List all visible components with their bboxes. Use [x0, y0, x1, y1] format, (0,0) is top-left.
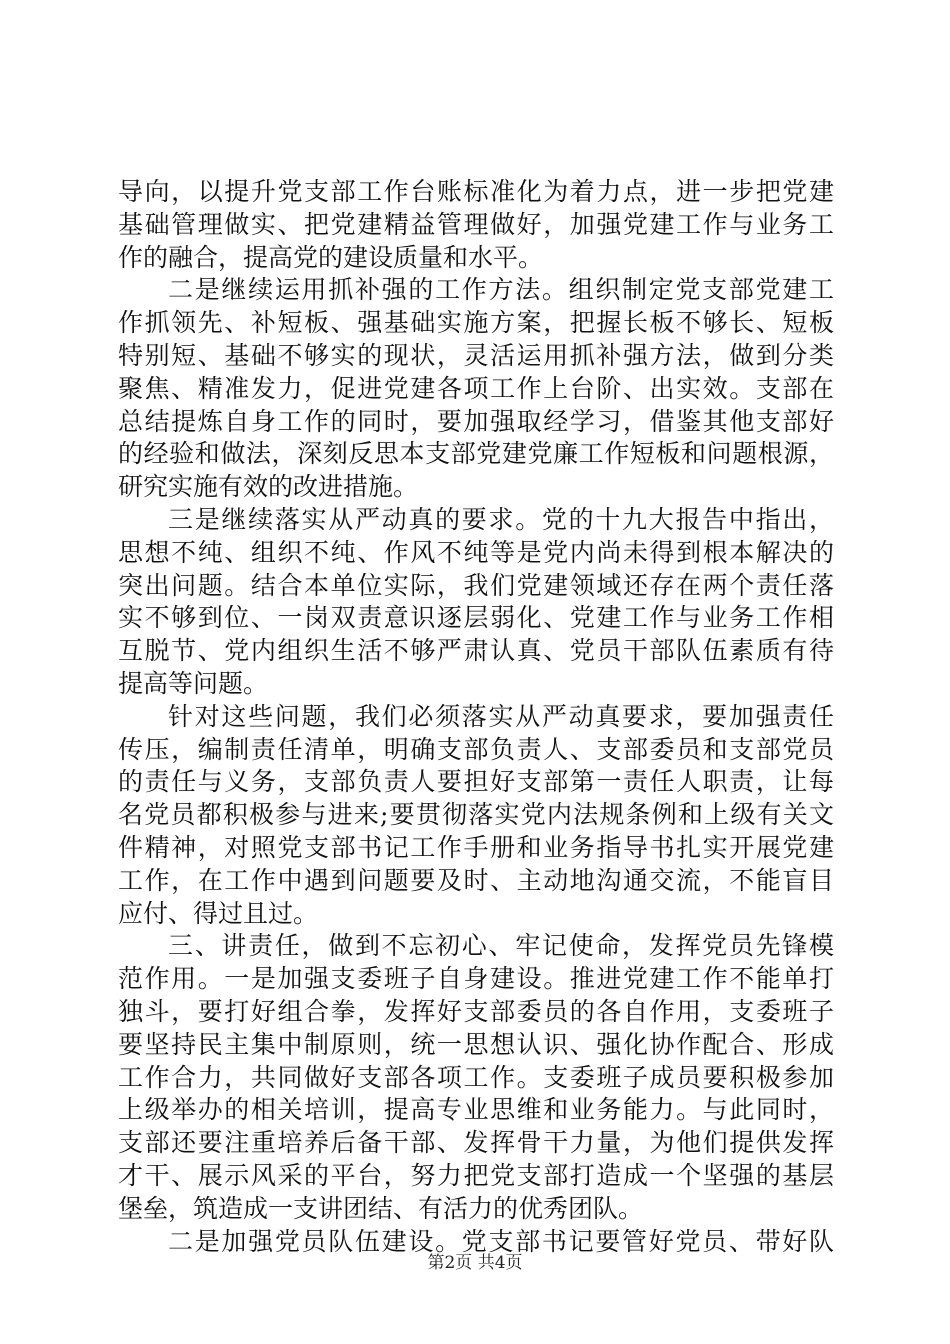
- text-line: 工作，在工作中遇到问题要及时、主动地沟通交流，不能盲目: [118, 865, 834, 895]
- page-footer: 第2页 共4页: [427, 1253, 523, 1273]
- text-line: 才干、展示风采的平台，努力把党支部打造成一个坚强的基层: [118, 1160, 834, 1190]
- text-line: 应付、得过且过。: [118, 898, 319, 928]
- text-line: 提高等问题。: [118, 668, 269, 698]
- text-line: 突出问题。结合本单位实际，我们党建领域还存在两个责任落: [118, 570, 834, 600]
- text-line: 总结提炼自身工作的同时，要加强取经学习，借鉴其他支部好: [118, 406, 834, 436]
- text-line: 工作合力，共同做好支部各项工作。支委班子成员要积极参加: [118, 1062, 834, 1092]
- text-line: 件精神，对照党支部书记工作手册和业务指导书扎实开展党建: [118, 832, 834, 862]
- text-line: 范作用。一是加强支委班子自身建设。推进党建工作不能单打: [118, 964, 834, 994]
- body-text: [118, 176, 834, 1258]
- text-line: 二是加强党员队伍建设。党支部书记要管好党员、带好队: [168, 1226, 834, 1256]
- text-line: 独斗，要打好组合拳，发挥好支部委员的各自作用，支委班子: [118, 996, 834, 1026]
- text-line: 支部还要注重培养后备干部、发挥骨干力量，为他们提供发挥: [118, 1128, 834, 1158]
- text-line: 的责任与义务，支部负责人要担好支部第一责任人职责，让每: [118, 767, 834, 797]
- text-line: 基础管理做实、把党建精益管理做好，加强党建工作与业务工: [118, 209, 834, 239]
- text-line: 互脱节、党内组织生活不够严肃认真、党员干部队伍素质有待: [118, 636, 834, 666]
- text-line: 上级举办的相关培训，提高专业思维和业务能力。与此同时，: [118, 1095, 834, 1125]
- text-line: 三是继续落实从严动真的要求。党的十九大报告中指出，: [168, 504, 834, 534]
- text-line: 实不够到位、一岗双责意识逐层弱化、党建工作与业务工作相: [118, 603, 834, 633]
- text-line: 特别短、基础不够实的现状，灵活运用抓补强方法，做到分类: [118, 340, 834, 370]
- text-line: 针对这些问题，我们必须落实从严动真要求，要加强责任: [168, 701, 834, 731]
- text-line: 作抓领先、补短板、强基础实施方案，把握长板不够长、短板: [118, 308, 834, 338]
- text-line: 堡垒，筑造成一支讲团结、有活力的优秀团队。: [118, 1193, 644, 1223]
- text-line: 三、讲责任，做到不忘初心、牢记使命，发挥党员先锋模: [168, 931, 834, 961]
- text-line: 导向，以提升党支部工作台账标准化为着力点，进一步把党建: [118, 177, 834, 206]
- text-line: 要坚持民主集中制原则，统一思想认识、强化协作配合、形成: [118, 1029, 834, 1059]
- text-line: 二是继续运用抓补强的工作方法。组织制定党支部党建工: [168, 275, 834, 305]
- text-line: 的经验和做法，深刻反思本支部党建党廉工作短板和问题根源，: [118, 439, 834, 469]
- text-line: 传压，编制责任清单，明确支部负责人、支部委员和支部党员: [118, 734, 834, 764]
- text-line: 研究实施有效的改进措施。: [118, 472, 419, 502]
- text-line: 聚焦、精准发力，促进党建各项工作上台阶、出实效。支部在: [118, 373, 834, 403]
- text-line: 思想不纯、组织不纯、作风不纯等是党内尚未得到根本解决的: [118, 537, 834, 567]
- text-line: 作的融合，提高党的建设质量和水平。: [118, 242, 544, 272]
- text-line: 名党员都积极参与进来;要贯彻落实党内法规条例和上级有关文: [118, 800, 834, 830]
